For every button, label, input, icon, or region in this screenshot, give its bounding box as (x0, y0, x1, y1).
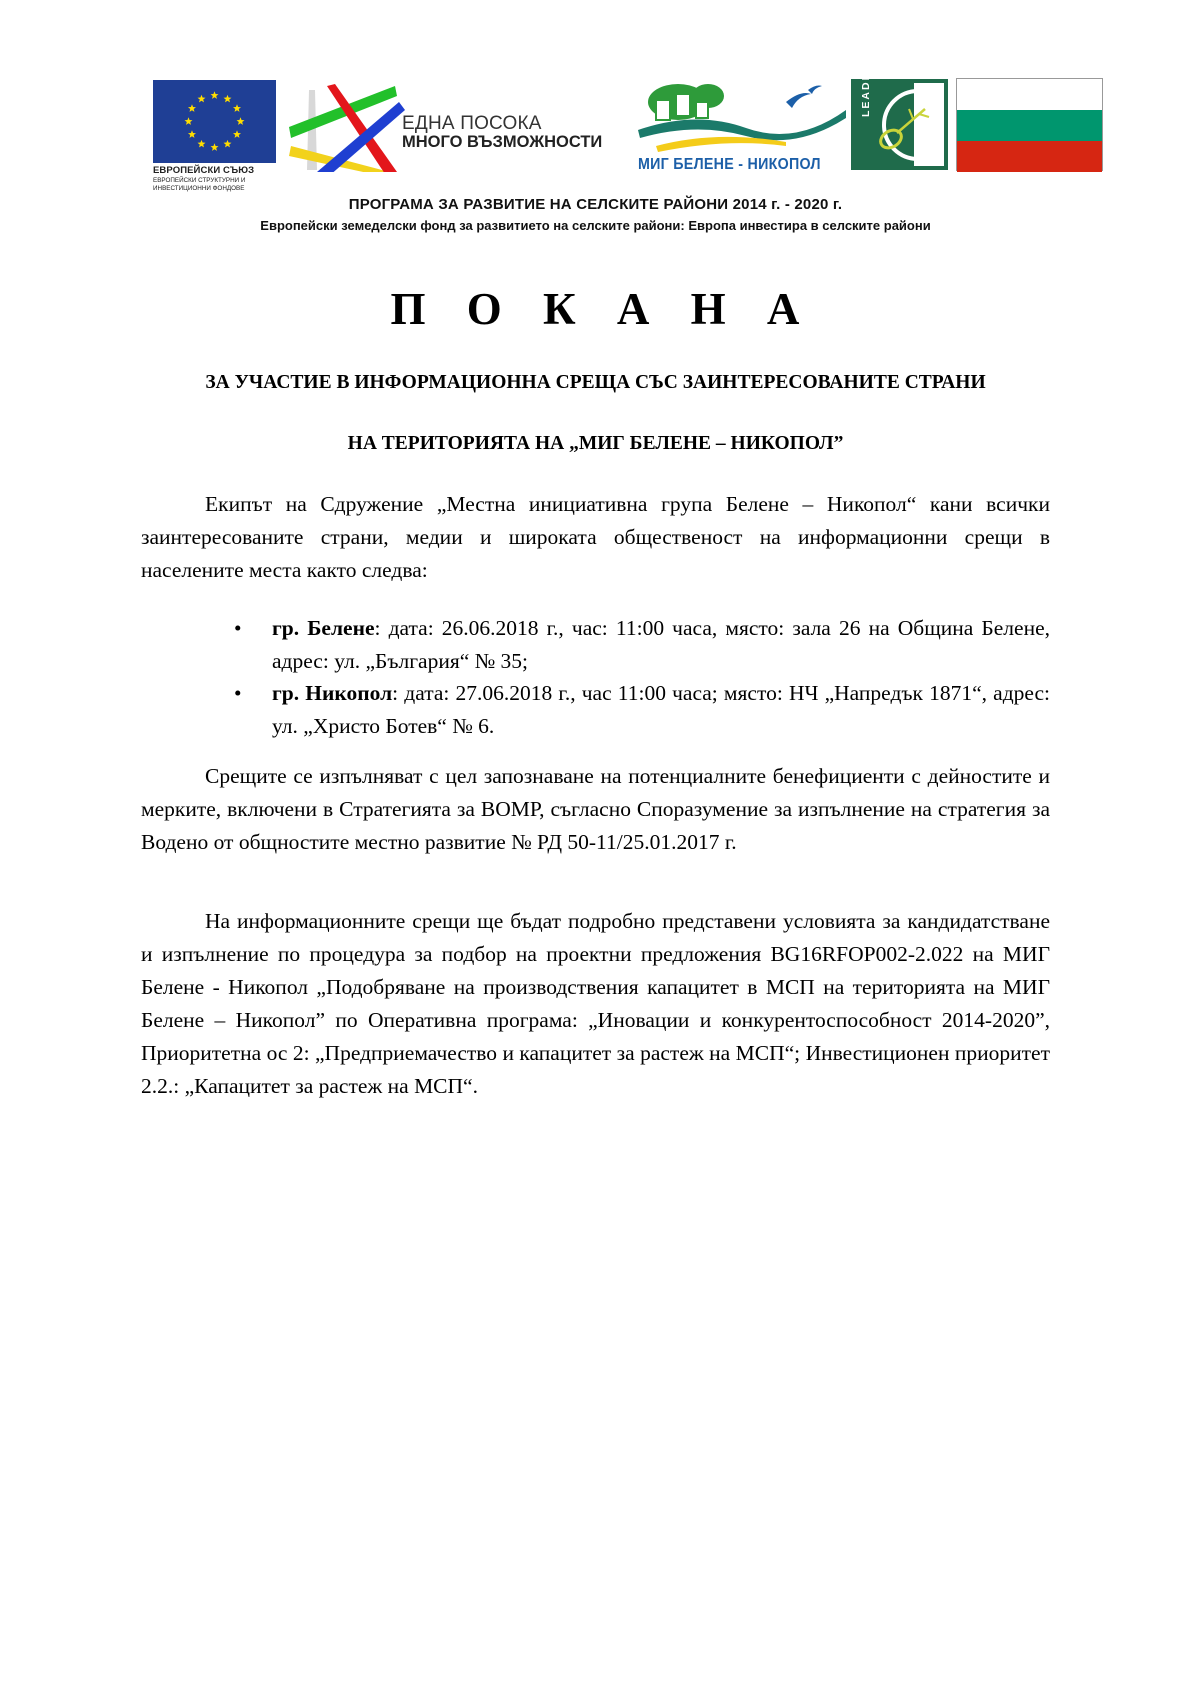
meeting-item (210, 677, 1050, 742)
purpose-paragraph (141, 760, 1050, 859)
eu-star-icon (188, 130, 196, 138)
eu-star-icon (188, 104, 196, 112)
eu-logo-subcaption: ЕВРОПЕЙСКИ СТРУКТУРНИ И ИНВЕСТИЦИОННИ ФОНДОВЕ (153, 177, 246, 192)
eu-star-icon (233, 104, 241, 112)
intro-text: Екипът на Сдружение „Местна инициативна група Белене – Никопол“ кани всички заинтересованите страни, медии и широката общественост на информационни срещи в населените места както следва: (141, 492, 1050, 582)
eu-star-icon (233, 130, 241, 138)
flag-stripe-red (957, 141, 1102, 172)
eu-star-icon (211, 143, 219, 151)
eu-star-icon (237, 117, 245, 125)
meeting-details: : дата: 27.06.2018 г., час 11:00 часа; място: НЧ „Напредък 1871“, адрес: ул. „Христо Ботев“ № 6. (272, 681, 1050, 738)
one-direction-logo-line1: ЕДНА ПОСОКА (402, 113, 542, 134)
eu-logo-caption: ЕВРОПЕЙСКИ СЪЮЗ (153, 165, 255, 176)
eu-stars-icon (153, 80, 276, 163)
bullet-icon: • (234, 681, 242, 705)
mig-logo-text: МИГ БЕЛЕНЕ - НИКОПОЛ (638, 156, 821, 173)
leader-logo-text: LEADER (860, 61, 872, 117)
eu-star-icon (198, 140, 206, 148)
document-subtitle-1: ЗА УЧАСТИЕ В ИНФОРМАЦИОННА СРЕЩА СЪС ЗАИНТЕРЕСОВАНИТЕ СТРАНИ (205, 372, 986, 393)
one-direction-logo-line2: МНОГО ВЪЗМОЖНОСТИ (402, 133, 603, 151)
leader-emblem-icon (873, 87, 943, 163)
intro-paragraph (141, 488, 1050, 587)
eu-star-icon (198, 95, 206, 103)
eu-star-icon (224, 140, 232, 148)
eu-star-icon (224, 95, 232, 103)
meeting-details: : дата: 26.06.2018 г., час: 11:00 часа, място: зала 26 на Община Белене, адрес: ул. „България“ № 35; (272, 616, 1050, 673)
meetings-list (210, 612, 1050, 742)
eu-flag-logo (153, 80, 276, 163)
meeting-town: гр. Никопол (272, 681, 393, 705)
document-subtitle-2: НА ТЕРИТОРИЯТА НА „МИГ БЕЛЕНЕ – НИКОПОЛ” (347, 433, 844, 454)
programme-line: ПРОГРАМА ЗА РАЗВИТИЕ НА СЕЛСКИТЕ РАЙОНИ 2014 г. - 2020 г. (348, 196, 843, 213)
details-text: На информационните срещи ще бъдат подробно представени условията за кандидатстване и изпълнение по процедура за подбор на проектни предложения BG16RFOP002-2.022 на МИГ Белене - Никопол „Подобряване на производствения капацитет в МСП на територията на МИГ Белене – Никопол” по Оперативна програма: „Иновации и конкурентоспособност 2014-2020”, Приоритетна ос 2: „Предприемачество и капацитет за растеж на МСП“; Инвестиционен приоритет 2.2.: „Капацитет за растеж на МСП“. (141, 909, 1050, 1098)
details-paragraph (141, 905, 1050, 1103)
meeting-item (210, 612, 1050, 677)
purpose-text: Срещите се изпълняват с цел запознаване на потенциалните бенефициенти с дейностите и мерките, включени в Стратегията за ВОМР, съгласно Споразумение за изпълнение на стратегия за Водено от общностите местно развитие № РД 50-11/25.01.2017 г. (141, 764, 1050, 854)
leader-logo (851, 61, 948, 170)
header-logos (0, 0, 1191, 200)
document-title: П О К А Н А (390, 284, 815, 334)
bulgarian-flag (956, 78, 1103, 171)
eu-star-icon (185, 117, 193, 125)
eu-star-icon (211, 91, 219, 99)
bullet-icon: • (234, 616, 242, 640)
one-direction-logo-mark (287, 82, 407, 172)
fund-line: Европейски земеделски фонд за развитието на селските райони: Европа инвестира в селските райони (260, 218, 931, 233)
flag-stripe-green (957, 110, 1102, 141)
mig-logo-mark (636, 80, 854, 155)
flag-stripe-white (957, 79, 1102, 110)
meeting-town: гр. Белене (272, 616, 375, 640)
